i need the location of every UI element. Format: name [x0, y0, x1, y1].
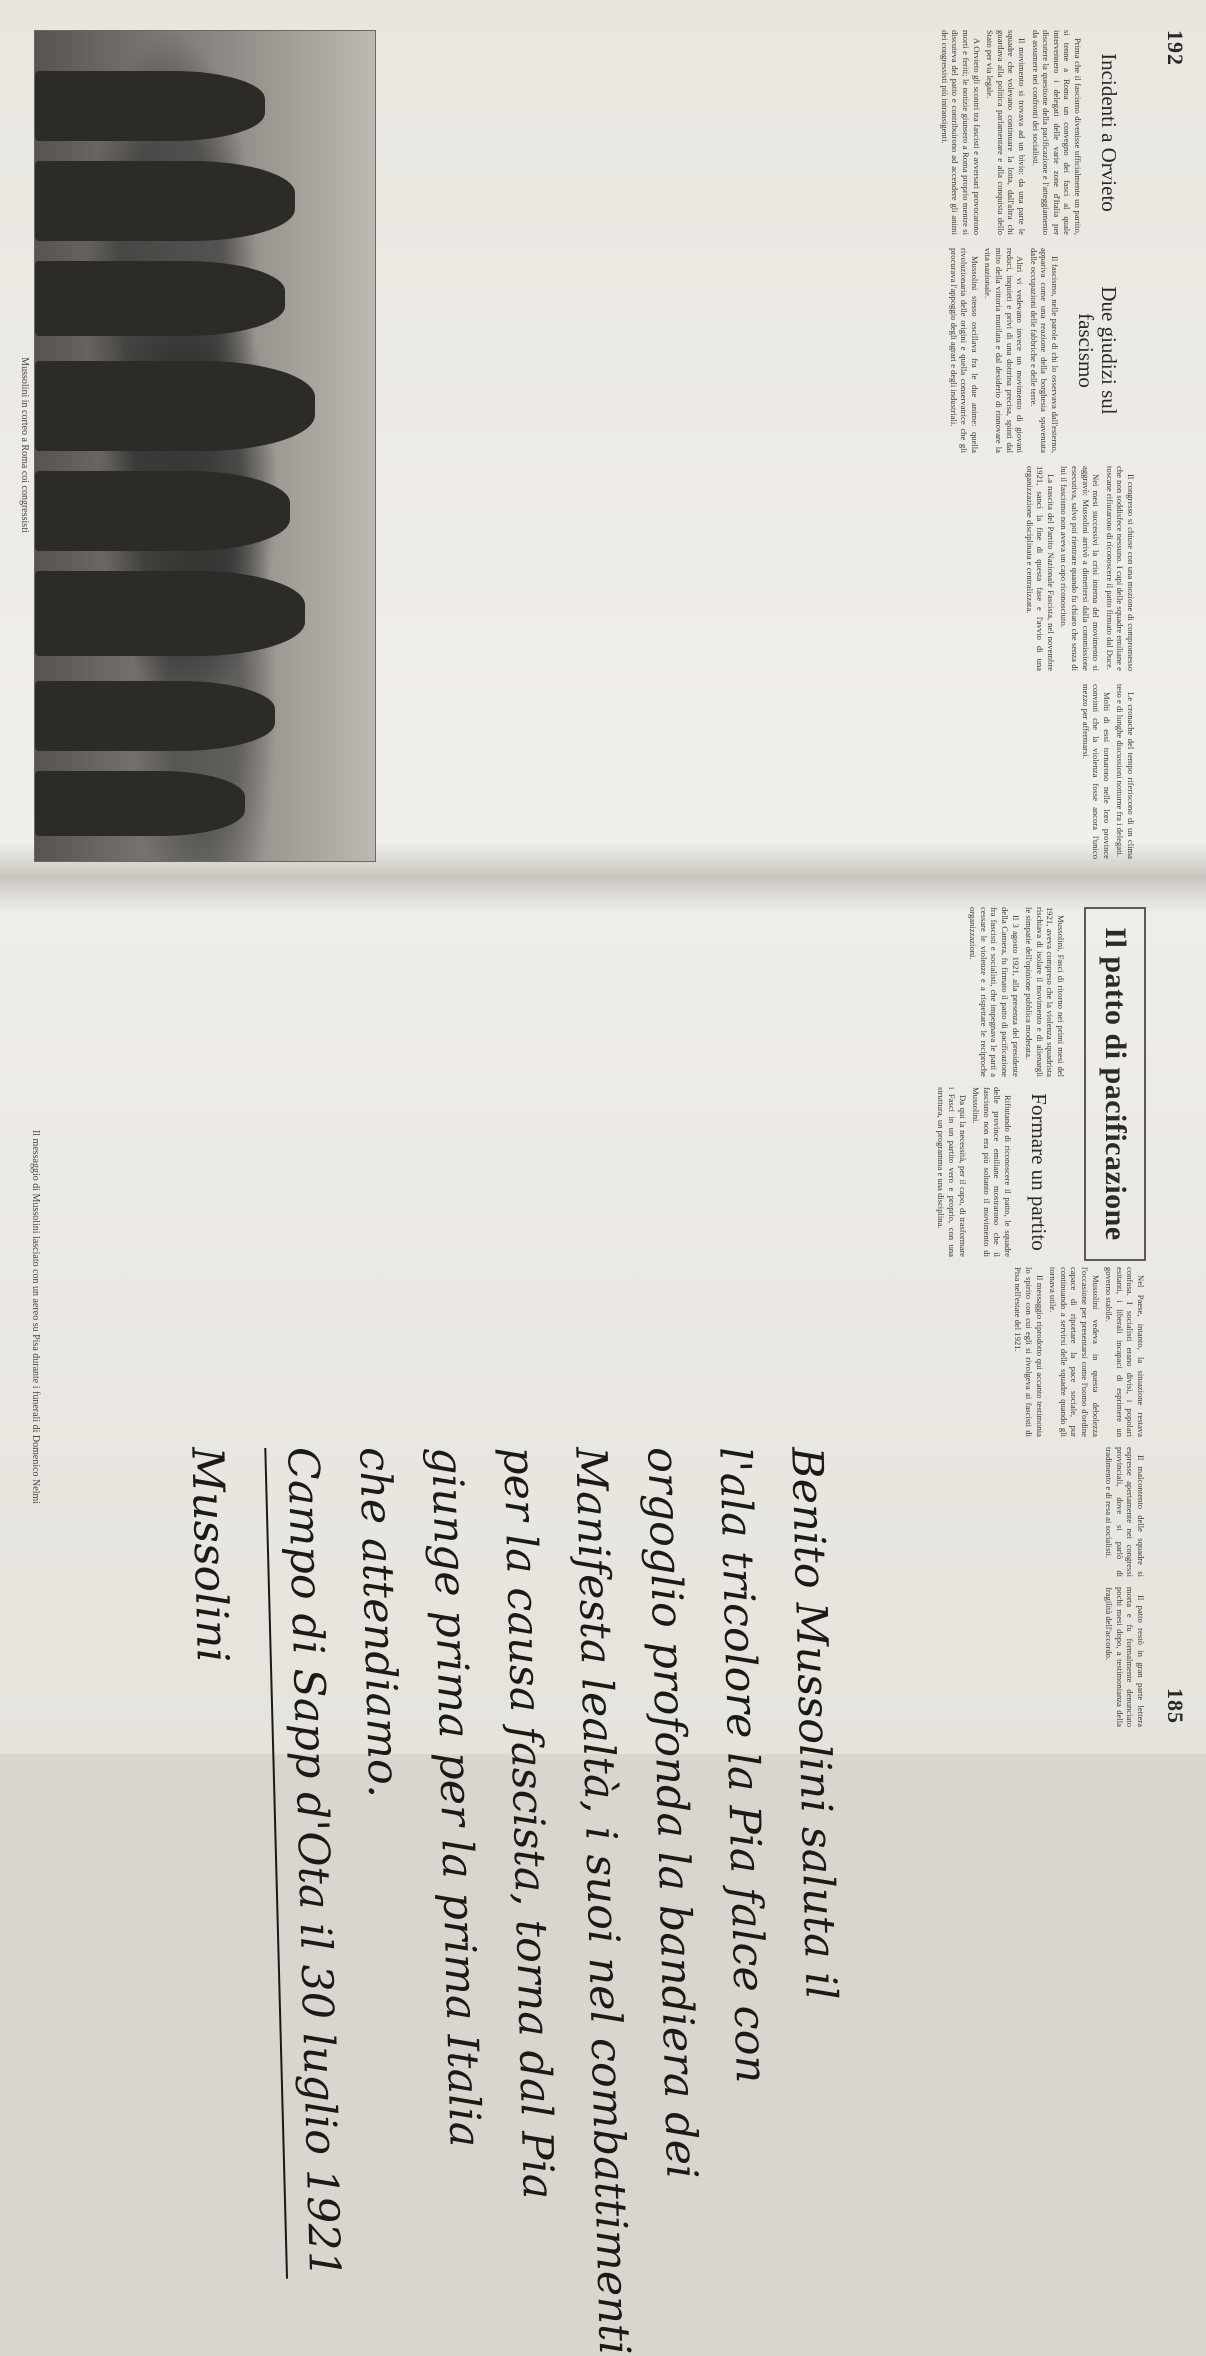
paragraph: La nascita del Partito Nazionale Fascista, nel novembre 1921, sancì la fine di questa fase e l'avvio di una organizzazione disciplinata e centralizzata. [1024, 466, 1056, 671]
section-heading: Formare un partito [1027, 1093, 1051, 1251]
handwritten-line: Benito Mussolini saluta il [781, 1446, 846, 2001]
text-column [66, 1267, 1146, 1437]
paragraph: Il messaggio riprodotto qui accanto testimonia lo spirito con cui egli si rivolgeva ai fascisti di Pisa nell'estate del 1921. [1013, 1267, 1045, 1437]
person-figure [35, 471, 290, 551]
article-title: Il patto di pacificazione [1099, 927, 1132, 1241]
handwritten-line: l'ala tricolore la Pia falce con [709, 1446, 776, 2084]
article-title-box [1084, 907, 1146, 1261]
paragraph: Da qui la necessità, per il capo, di trasformare i Fasci in un partito vero e proprio, con una struttura, un programma e una disciplina. [936, 1087, 968, 1257]
handwritten-line: per la causa fascista, torna dal Pia [493, 1446, 563, 2200]
handwritten-line: giunge prima per la prima Italia [421, 1446, 490, 2148]
paragraph: Il malcontento delle squadre si espresse apertamente nei congressi provinciali, dove si parlò di tradimento e di resa ai socialisti. [1104, 1447, 1146, 1577]
message-caption: Il messaggio di Mussolini lasciato con un aereo su Pisa durante i funerali di Domenico Nelmi [30, 1129, 41, 1505]
paragraph: Il congresso si chiuse con una mozione di compromesso che non soddisfece nessuno. I capi delle squadre emiliane e toscane rifiutarono di riconoscere il patto firmato dal Duce. [1104, 466, 1136, 671]
person-figure [35, 771, 245, 836]
person-figure [35, 361, 315, 451]
page-number: 192 [1163, 30, 1188, 66]
paragraph: Il fascismo, nelle parole di chi lo osservava dall'esterno, appariva come una reazione della borghesia spaventata dalle occupazioni delle fabbriche e delle terre. [1028, 248, 1060, 453]
page-number: 185 [1163, 1688, 1188, 1724]
paragraph: A Orvieto gli scontri tra fascisti e avversari provocarono morti e feriti; le notizie giunsero a Roma proprio mentre si discuteva del patto e contribuirono ad accendere gli animi dei congressisti più intransigenti. [939, 30, 982, 235]
paragraph: Rifiutando di riconoscere il patto, le squadre delle province emiliane mostrarono che il fascismo non era più soltanto il movimento di Mussolini. [971, 1087, 1013, 1257]
handwritten-line: orgoglio profonda la bandiera dei [637, 1446, 707, 2180]
handwritten-message [56, 1446, 846, 2356]
paragraph: Prima che il fascismo divenisse ufficialmente un partito, si tenne a Roma un convegno dei fasci al quale intervennero i delegati delle varie zone d'Italia per discutere la questione della pacificazione e l'atteggiamento da assumere nei confronti dei socialisti. [1030, 30, 1083, 235]
person-figure [35, 161, 295, 241]
section-heading: Due giudizi sul fascismo [1074, 286, 1121, 415]
handwritten-line: Manifesta lealtà, i suoi nel combattimenti [565, 1446, 640, 2356]
paragraph: Il movimento si trovava ad un bivio: da una parte le squadre che volevano continuare la lotta, dall'altra chi guardava alla politica parlamentare e alla conquista dello Stato per via legale. [985, 30, 1028, 235]
paragraph: Nei mesi successivi la crisi interna del movimento si aggravò: Mussolini arrivò a dimettersi dalla commissione esecutiva, salvo poi rientrare quando fu chiaro che senza di lui il fascismo non aveva un capo riconosciuto. [1059, 466, 1102, 671]
paragraph: Altri vi vedevano invece un movimento di giovani reduci, inquieti e privi di una dottrina precisa, spinti dal mito della vittoria mutilata e dal desiderio di rinnovare la vita nazionale. [983, 248, 1026, 453]
paragraph: Nel Paese, intanto, la situazione restava confusa. I socialisti erano divisi, i popolari esitanti, i liberali incapaci di esprimere un governo stabile. [1104, 1267, 1146, 1437]
paragraph: Mussolini, Fasci di ritorno nei primi mesi del 1921, aveva compreso che la violenza squadrista rischiava di isolare il movimento e di alienargli le simpatie dell'opinione pubblica moderata. [1024, 907, 1066, 1077]
section-heading: Incidenti a Orvieto [1097, 53, 1121, 212]
right-page [0, 877, 1206, 2356]
text-column [856, 1447, 1146, 1577]
paragraph: Le cronache del tempo riferiscono di un clima teso e di lunghe discussioni notturne fra i delegati. [1115, 684, 1136, 859]
person-figure [35, 681, 275, 751]
paragraph: Molti di essi tornarono nelle loro province convinti che la violenza fosse ancora l'unico mezzo per affermarsi. [1080, 684, 1112, 859]
text-column [66, 1087, 1066, 1257]
paragraph: Il patto restò in gran parte lettera morta e fu formalmente denunciato pochi mesi dopo, a testimonianza della fragilità dell'accordo. [1104, 1587, 1146, 1727]
paragraph: Il 3 agosto 1921, alla presenza del presidente della Camera, fu firmato il patto di pacificazione fra fascisti e socialisti, che impegnava le parti a cessare le violenze e a rispettare le reciproche organizzazioni. [968, 907, 1021, 1077]
person-figure [35, 71, 265, 141]
person-figure [35, 571, 305, 656]
signature: Mussolini [181, 1446, 238, 1664]
text-column [66, 907, 1066, 1077]
date-underline: Campo di Sapp d'Ota il 30 luglio 1921 [264, 1446, 360, 2279]
handwritten-line: che attendiamo. [349, 1446, 409, 1799]
left-page [0, 0, 1206, 877]
paragraph: Mussolini vedeva in questa debolezza l'occasione per presentarsi come l'uomo d'ordine capace di riportare la pace sociale, pur continuando a servirsi delle squadre quando gli tornava utile. [1048, 1267, 1101, 1437]
photo-caption: Mussolini in corteo a Roma coi congressisti [19, 357, 30, 533]
historical-photo [34, 30, 376, 862]
handwritten-date [264, 1446, 350, 2279]
text-column [856, 1587, 1146, 1727]
person-figure [35, 261, 285, 336]
paragraph: Mussolini stesso oscillava fra le due anime: quella rivoluzionaria delle origini e quella conservatrice che gli procurava l'appoggio degli agrari e degli industriali. [948, 248, 980, 453]
